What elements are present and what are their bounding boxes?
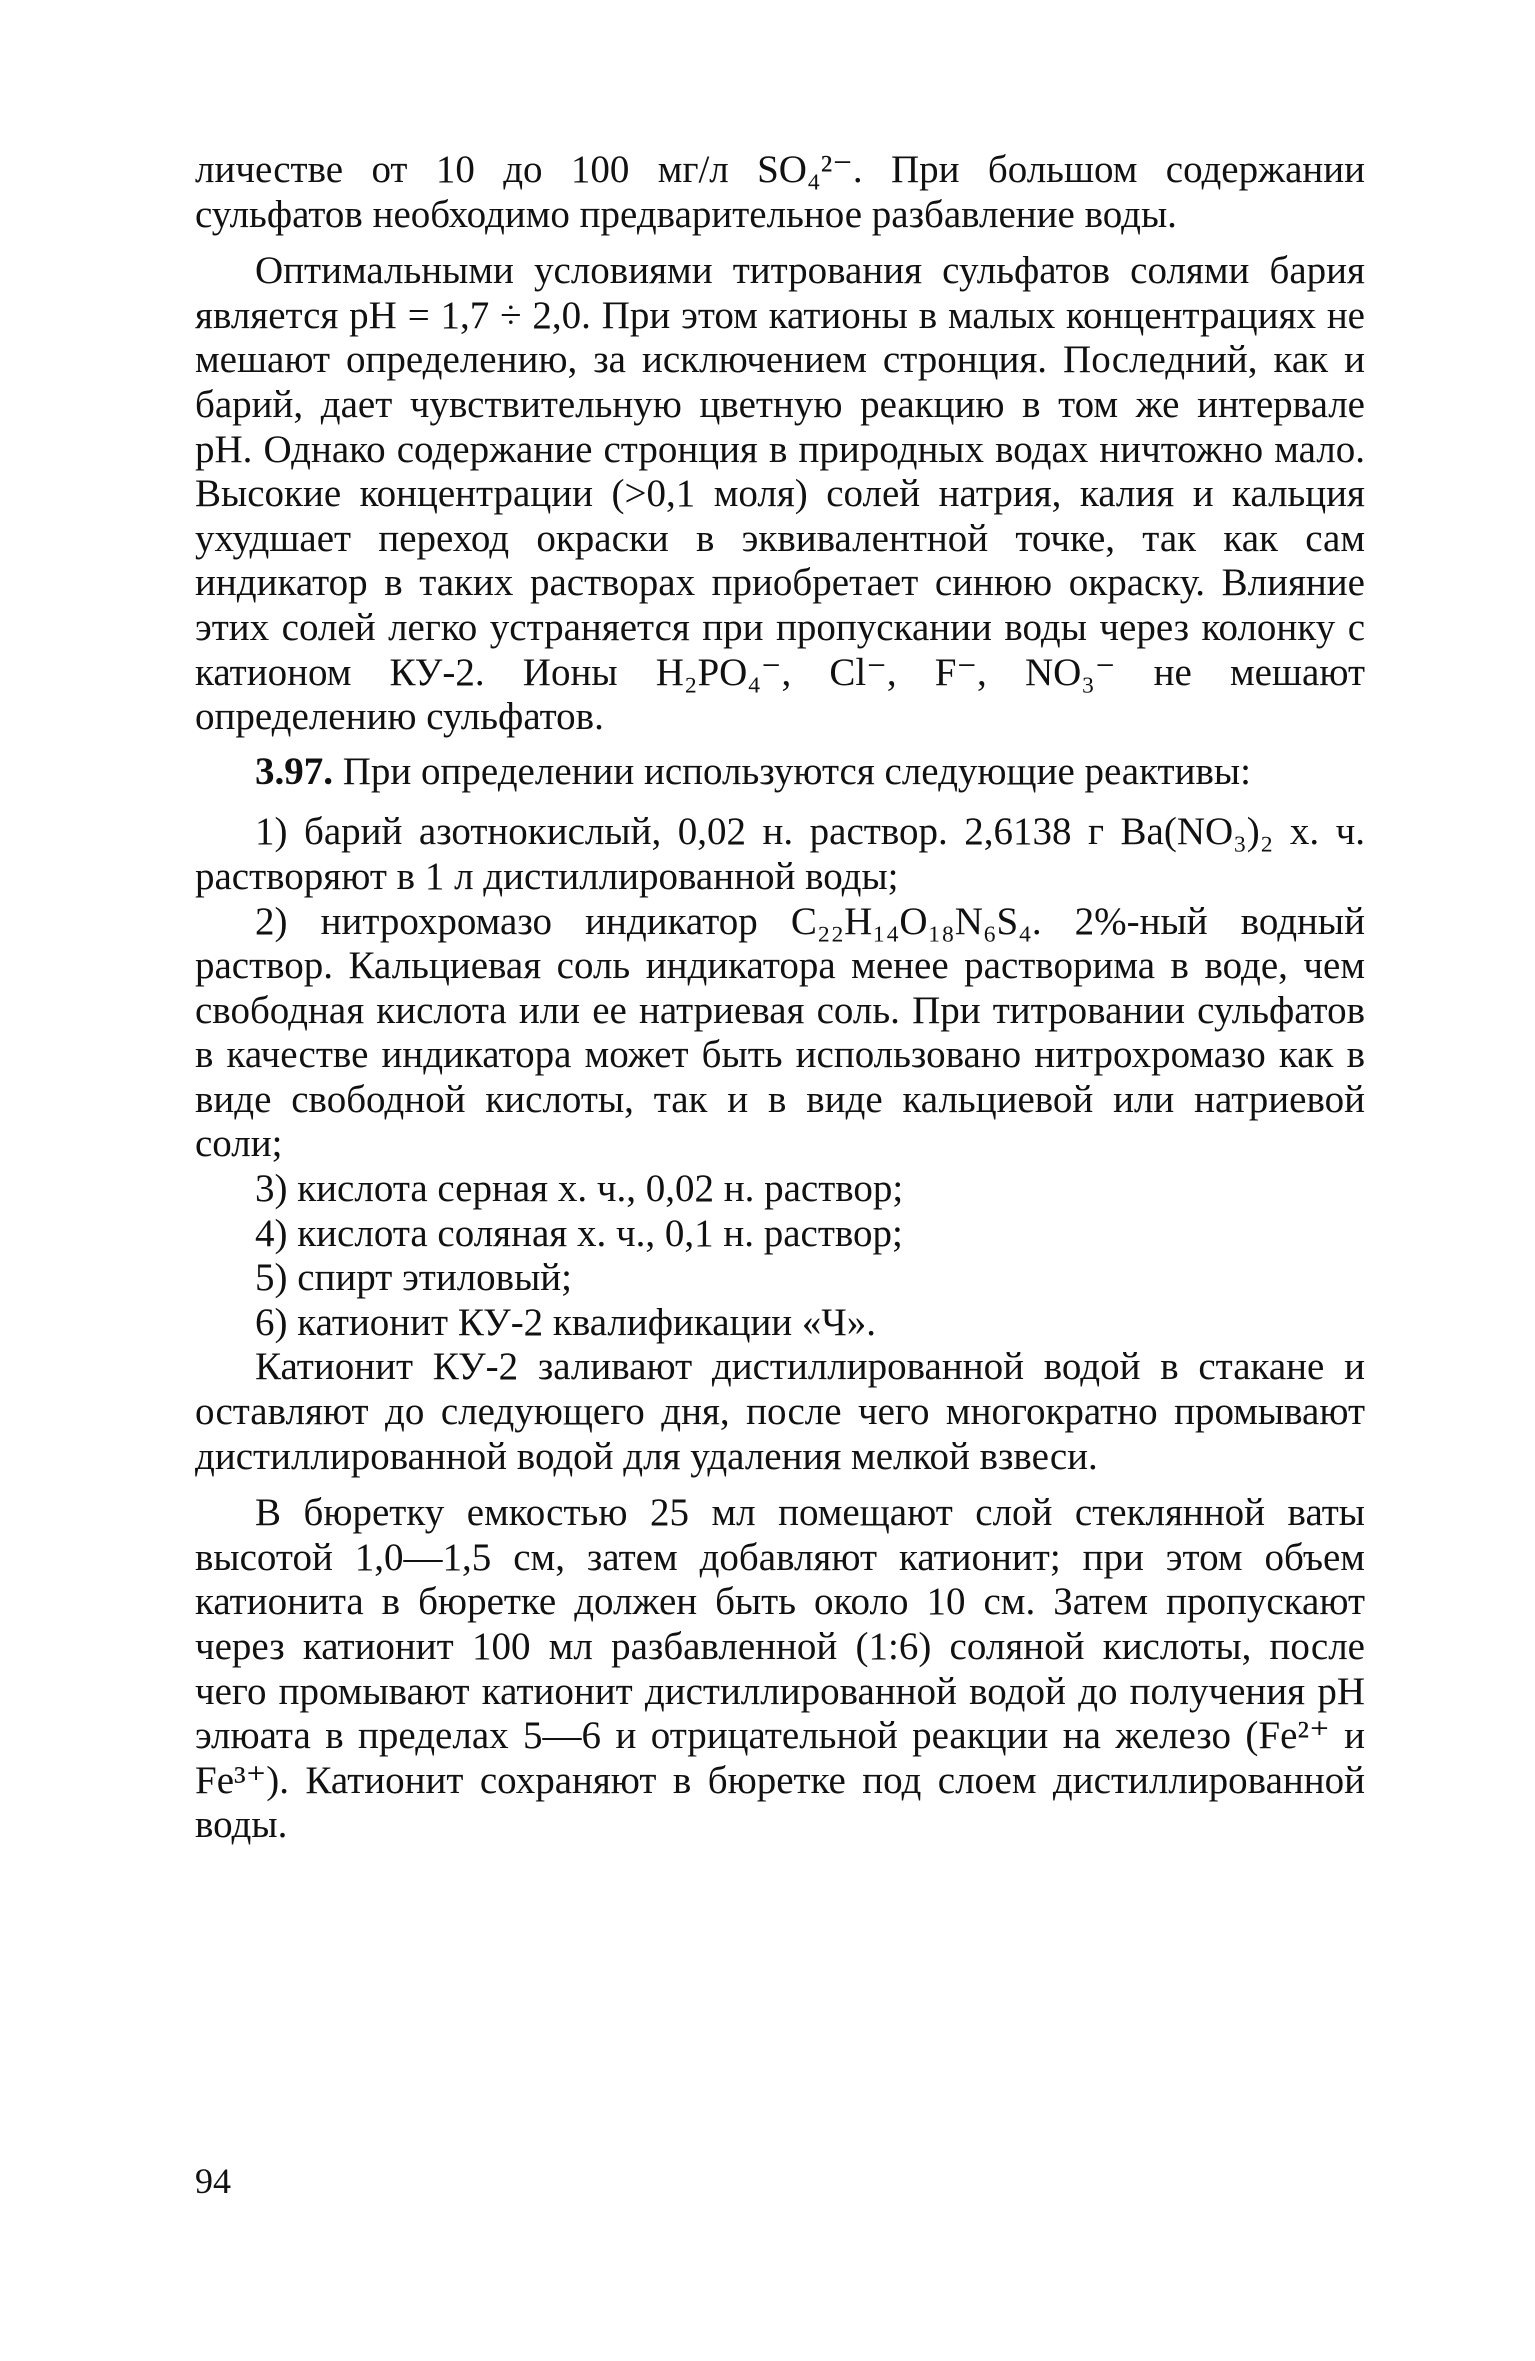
- page-text-block: [195, 148, 1365, 1848]
- paragraph-burette-procedure: В бюретку емкостью 25 мл помещают слой стеклянной ваты высотой 1,0—1,5 см, затем добавляют катионит; при этом объем катионита в бюретке должен быть около 10 см. Затем пропускают через катионит 100 мл разбавленной (1:6) соляной кислоты, после чего промывают катионит дистиллированной водой до получения pH элюата в пределах 5—6 и отрицательной реакции на железо (Fe²⁺ и Fe³⁺). Катионит сохраняют в бюретке под слоем дистиллированной воды.: [195, 1491, 1365, 1847]
- paragraph-titration-conditions: Оптимальными условиями титрования сульфатов солями бария является pH = 1,7 ÷ 2,0. При этом катионы в малых концентрациях не мешают определению, за исключением стронция. Последний, как и барий, дает чувствительную цветную реакцию в том же интервале pH. Однако содержание стронция в природных водах ничтожно мало. Высокие концентрации (>0,1 моля) солей натрия, калия и кальция ухудшает переход окраски в эквивалентной точке, так как сам индикатор в таких растворах приобретает синюю окраску. Влияние этих солей легко устраняется при пропускании воды через колонку с катионом КУ-2. Ионы H₂PO₄⁻, Cl⁻, F⁻, NO₃⁻ не мешают определению сульфатов.: [195, 249, 1365, 739]
- reagent-item: 5) спирт этиловый;: [255, 1256, 573, 1300]
- reagent-item: 4) кислота соляная х. ч., 0,1 н. раствор;: [255, 1211, 903, 1255]
- reagent-item: 1) барий азотнокислый, 0,02 н. раствор. 2,6138 г Ba(NO₃)₂ х. ч. растворяют в 1 л дистиллированной воды;: [195, 810, 1365, 898]
- page-number: 94: [195, 2161, 231, 2201]
- paragraph-reagents-intro: [195, 750, 1365, 795]
- paragraph-sulfate-content: личестве от 10 до 100 мг/л SO₄²⁻. При большом содержании сульфатов необходимо предварительное разбавление воды.: [195, 148, 1365, 236]
- section-number: 3.97.: [255, 749, 333, 793]
- paragraph-cation-preparation: Катионит КУ-2 заливают дистиллированной водой в стакане и оставляют до следующего дня, после чего многократно промывают дистиллированной водой для удаления мелкой взвеси.: [195, 1345, 1365, 1478]
- reagent-item: 2) нитрохромазо индикатор C₂₂H₁₄O₁₈N₆S₄. 2%-ный водный раствор. Кальциевая соль индикатора менее растворима в воде, чем свободная кислота или ее натриевая соль. При титровании сульфатов в качестве индикатора может быть использовано нитрохромазо как в виде свободной кислоты, так и в виде кальциевой или натриевой соли;: [195, 899, 1365, 1166]
- reagent-item: 3) кислота серная х. ч., 0,02 н. раствор;: [255, 1167, 904, 1211]
- reagent-list: [195, 810, 1365, 1345]
- reagent-item: 6) катионит КУ-2 квалификации «Ч».: [255, 1300, 877, 1344]
- reagents-intro-text: При определении используются следующие реактивы:: [333, 749, 1251, 793]
